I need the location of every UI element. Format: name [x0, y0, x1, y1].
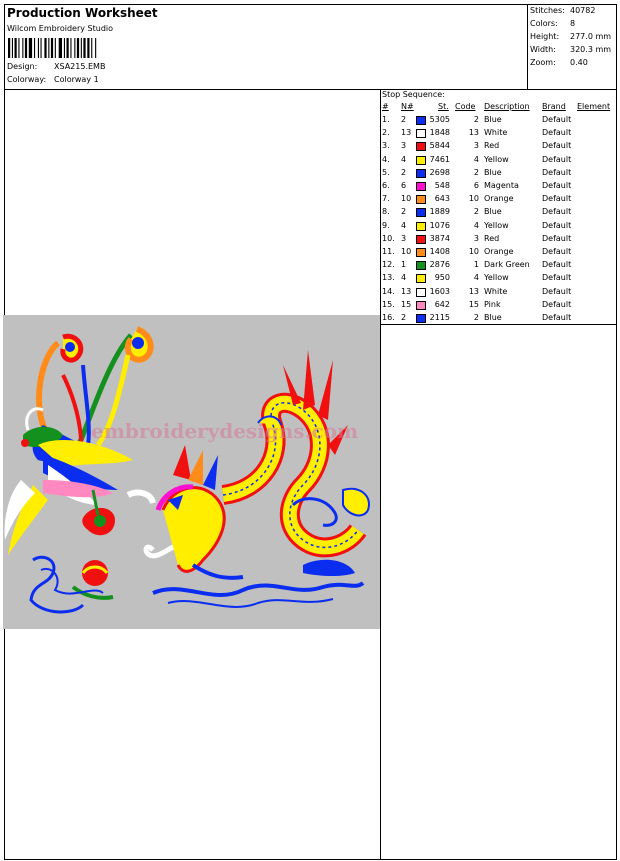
cell-description: Magenta [484, 181, 519, 190]
design-row [7, 62, 105, 71]
cell-stop-number: 9. [382, 220, 390, 230]
cell-needle: 15 [401, 299, 412, 309]
stop-sequence-title: Stop Sequence: [382, 90, 445, 99]
width-value: 320.3 mm [570, 45, 612, 54]
height-row [530, 32, 611, 41]
table-row [382, 128, 616, 141]
colors-row [530, 19, 575, 28]
col-header-brand: Brand [542, 102, 566, 111]
stitches-value: 40782 [570, 6, 596, 15]
color-swatch [416, 208, 426, 217]
colorway-value: Colorway 1 [54, 75, 99, 84]
design-value: XSA215.EMB [54, 62, 106, 71]
cell-stop-number: 14. [382, 286, 395, 296]
cell-description: Pink [484, 299, 501, 309]
table-row [382, 260, 616, 273]
color-swatch [416, 261, 426, 270]
cell-stitches: 1603 [429, 286, 450, 296]
cell-code: 3 [473, 141, 479, 151]
col-header-num: # [382, 102, 389, 111]
table-row [382, 234, 616, 247]
cell-description: Blue [484, 167, 502, 177]
col-header-nnum: N# [401, 102, 414, 111]
cell-code: 2 [473, 115, 479, 124]
height-label: Height: [530, 32, 560, 41]
cell-brand: Default [542, 273, 572, 283]
color-swatch [416, 142, 426, 151]
cell-needle: 2 [401, 207, 407, 217]
cell-code: 2 [473, 313, 479, 322]
color-swatch [416, 156, 426, 165]
cell-code: 13 [468, 286, 479, 296]
color-swatch [416, 274, 426, 283]
cell-brand: Default [542, 141, 572, 151]
color-swatch [416, 222, 426, 231]
design-label: Design: [7, 62, 38, 71]
cell-needle: 10 [401, 247, 412, 256]
cell-description: Yellow [484, 273, 509, 283]
cell-code: 2 [473, 207, 479, 217]
color-swatch [416, 129, 426, 138]
cell-stop-number: 12. [382, 260, 395, 270]
table-row [382, 221, 616, 234]
cell-code: 3 [473, 233, 479, 243]
cell-description: Orange [484, 247, 514, 256]
cell-description: Yellow [484, 220, 509, 230]
zoom-row [530, 58, 588, 67]
cell-stop-number: 13. [382, 273, 395, 283]
height-value: 277.0 mm [570, 32, 612, 41]
cell-brand: Default [542, 247, 572, 256]
colors-value: 8 [570, 19, 576, 28]
cell-stop-number: 15. [382, 299, 395, 309]
col-header-description: Description [484, 102, 530, 111]
cell-code: 1 [473, 260, 479, 270]
col-header-code: Code [455, 102, 476, 111]
cell-brand: Default [542, 128, 572, 138]
cell-stitches: 1848 [429, 128, 450, 138]
cell-stitches: 1889 [429, 207, 450, 217]
table-row [382, 287, 616, 300]
design-preview [3, 315, 380, 629]
cell-description: Blue [484, 207, 502, 217]
cell-description: White [484, 286, 508, 296]
colorway-label: Colorway: [7, 75, 47, 84]
cell-brand: Default [542, 299, 572, 309]
cell-brand: Default [542, 181, 572, 190]
color-swatch [416, 182, 426, 191]
table-row [382, 181, 616, 194]
worksheet-frame [4, 4, 617, 860]
cell-stitches: 2876 [429, 260, 450, 270]
cell-needle: 2 [401, 115, 407, 124]
table-row [382, 273, 616, 286]
col-header-element: Element [577, 102, 611, 111]
cell-stop-number: 4. [382, 154, 390, 164]
cell-stop-number: 16. [382, 313, 395, 322]
cell-stop-number: 10. [382, 233, 395, 243]
cell-stitches: 3874 [429, 233, 450, 243]
color-swatch [416, 301, 426, 310]
table-row [382, 155, 616, 168]
color-swatch [416, 314, 426, 323]
cell-stop-number: 2. [382, 128, 390, 138]
cell-brand: Default [542, 233, 572, 243]
cell-needle: 2 [401, 167, 407, 177]
cell-stitches: 2115 [429, 313, 450, 322]
cell-code: 6 [473, 181, 479, 190]
color-swatch [416, 288, 426, 297]
barcode [8, 38, 133, 58]
colors-label: Colors: [530, 19, 558, 28]
table-row [382, 313, 616, 326]
cell-brand: Default [542, 167, 572, 177]
cell-needle: 6 [401, 181, 407, 190]
cell-stop-number: 5. [382, 167, 390, 177]
cell-needle: 3 [401, 141, 407, 151]
cell-description: Blue [484, 313, 502, 322]
cell-stop-number: 1. [382, 115, 390, 124]
table-row [382, 300, 616, 313]
cell-needle: 4 [401, 273, 407, 283]
cell-brand: Default [542, 207, 572, 217]
cell-stitches: 1408 [429, 247, 450, 256]
page-title: Production Worksheet [7, 6, 158, 20]
cell-description: Dark Green [484, 260, 530, 270]
column-divider [380, 89, 381, 859]
cell-stitches: 5305 [429, 115, 450, 124]
cell-code: 13 [468, 128, 479, 138]
cell-stop-number: 3. [382, 141, 390, 151]
cell-brand: Default [542, 220, 572, 230]
embroidery-design-artwork [3, 315, 380, 629]
cell-stop-number: 11. [382, 247, 395, 256]
cell-code: 2 [473, 167, 479, 177]
cell-needle: 13 [401, 128, 412, 138]
cell-description: White [484, 128, 508, 138]
table-row [382, 194, 616, 207]
cell-needle: 1 [401, 260, 407, 270]
cell-needle: 2 [401, 313, 407, 322]
cell-stitches: 950 [434, 273, 450, 283]
cell-brand: Default [542, 194, 572, 204]
table-row [382, 168, 616, 181]
cell-needle: 3 [401, 233, 407, 243]
cell-code: 4 [473, 154, 479, 164]
table-row [382, 115, 616, 128]
header-divider [5, 89, 616, 90]
cell-stitches: 7461 [429, 154, 450, 164]
zoom-label: Zoom: [530, 58, 556, 67]
cell-stop-number: 7. [382, 194, 390, 204]
cell-stitches: 1076 [429, 220, 450, 230]
zoom-value: 0.40 [570, 58, 588, 67]
col-header-stitches: St. [438, 102, 449, 111]
cell-brand: Default [542, 115, 572, 124]
color-swatch [416, 195, 426, 204]
width-row [530, 45, 611, 54]
width-label: Width: [530, 45, 556, 54]
cell-stop-number: 6. [382, 181, 390, 190]
colorway-row [7, 75, 99, 84]
cell-brand: Default [542, 286, 572, 296]
cell-stitches: 643 [434, 194, 450, 204]
table-row [382, 207, 616, 220]
table-row [382, 247, 616, 260]
cell-stitches: 2698 [429, 167, 450, 177]
cell-description: Orange [484, 194, 514, 204]
cell-code: 4 [473, 220, 479, 230]
cell-brand: Default [542, 313, 572, 322]
cell-description: Yellow [484, 154, 509, 164]
cell-needle: 4 [401, 154, 407, 164]
software-name: Wilcom Embroidery Studio [7, 24, 114, 33]
color-swatch [416, 235, 426, 244]
cell-brand: Default [542, 260, 572, 270]
stitches-label: Stitches: [530, 6, 565, 15]
cell-code: 10 [468, 247, 479, 256]
cell-code: 15 [468, 299, 479, 309]
table-row [382, 141, 616, 154]
watermark-text: embroiderydesigns.com [91, 419, 359, 443]
dragon [153, 350, 369, 607]
cell-stop-number: 8. [382, 207, 390, 217]
cell-stitches: 548 [434, 181, 450, 190]
worksheet-header [5, 5, 528, 89]
cell-code: 10 [468, 194, 479, 204]
color-swatch [416, 169, 426, 178]
cell-description: Red [484, 233, 500, 243]
stats-panel [528, 5, 616, 89]
color-swatch [416, 116, 426, 125]
cell-needle: 10 [401, 194, 412, 204]
cell-code: 4 [473, 273, 479, 283]
cell-description: Red [484, 141, 500, 151]
stitches-row [530, 6, 595, 15]
cell-needle: 4 [401, 220, 407, 230]
cell-needle: 13 [401, 286, 412, 296]
cell-stitches: 642 [434, 299, 450, 309]
cell-brand: Default [542, 154, 572, 164]
cell-stitches: 5844 [429, 141, 450, 151]
color-swatch [416, 248, 426, 257]
cell-description: Blue [484, 115, 502, 124]
